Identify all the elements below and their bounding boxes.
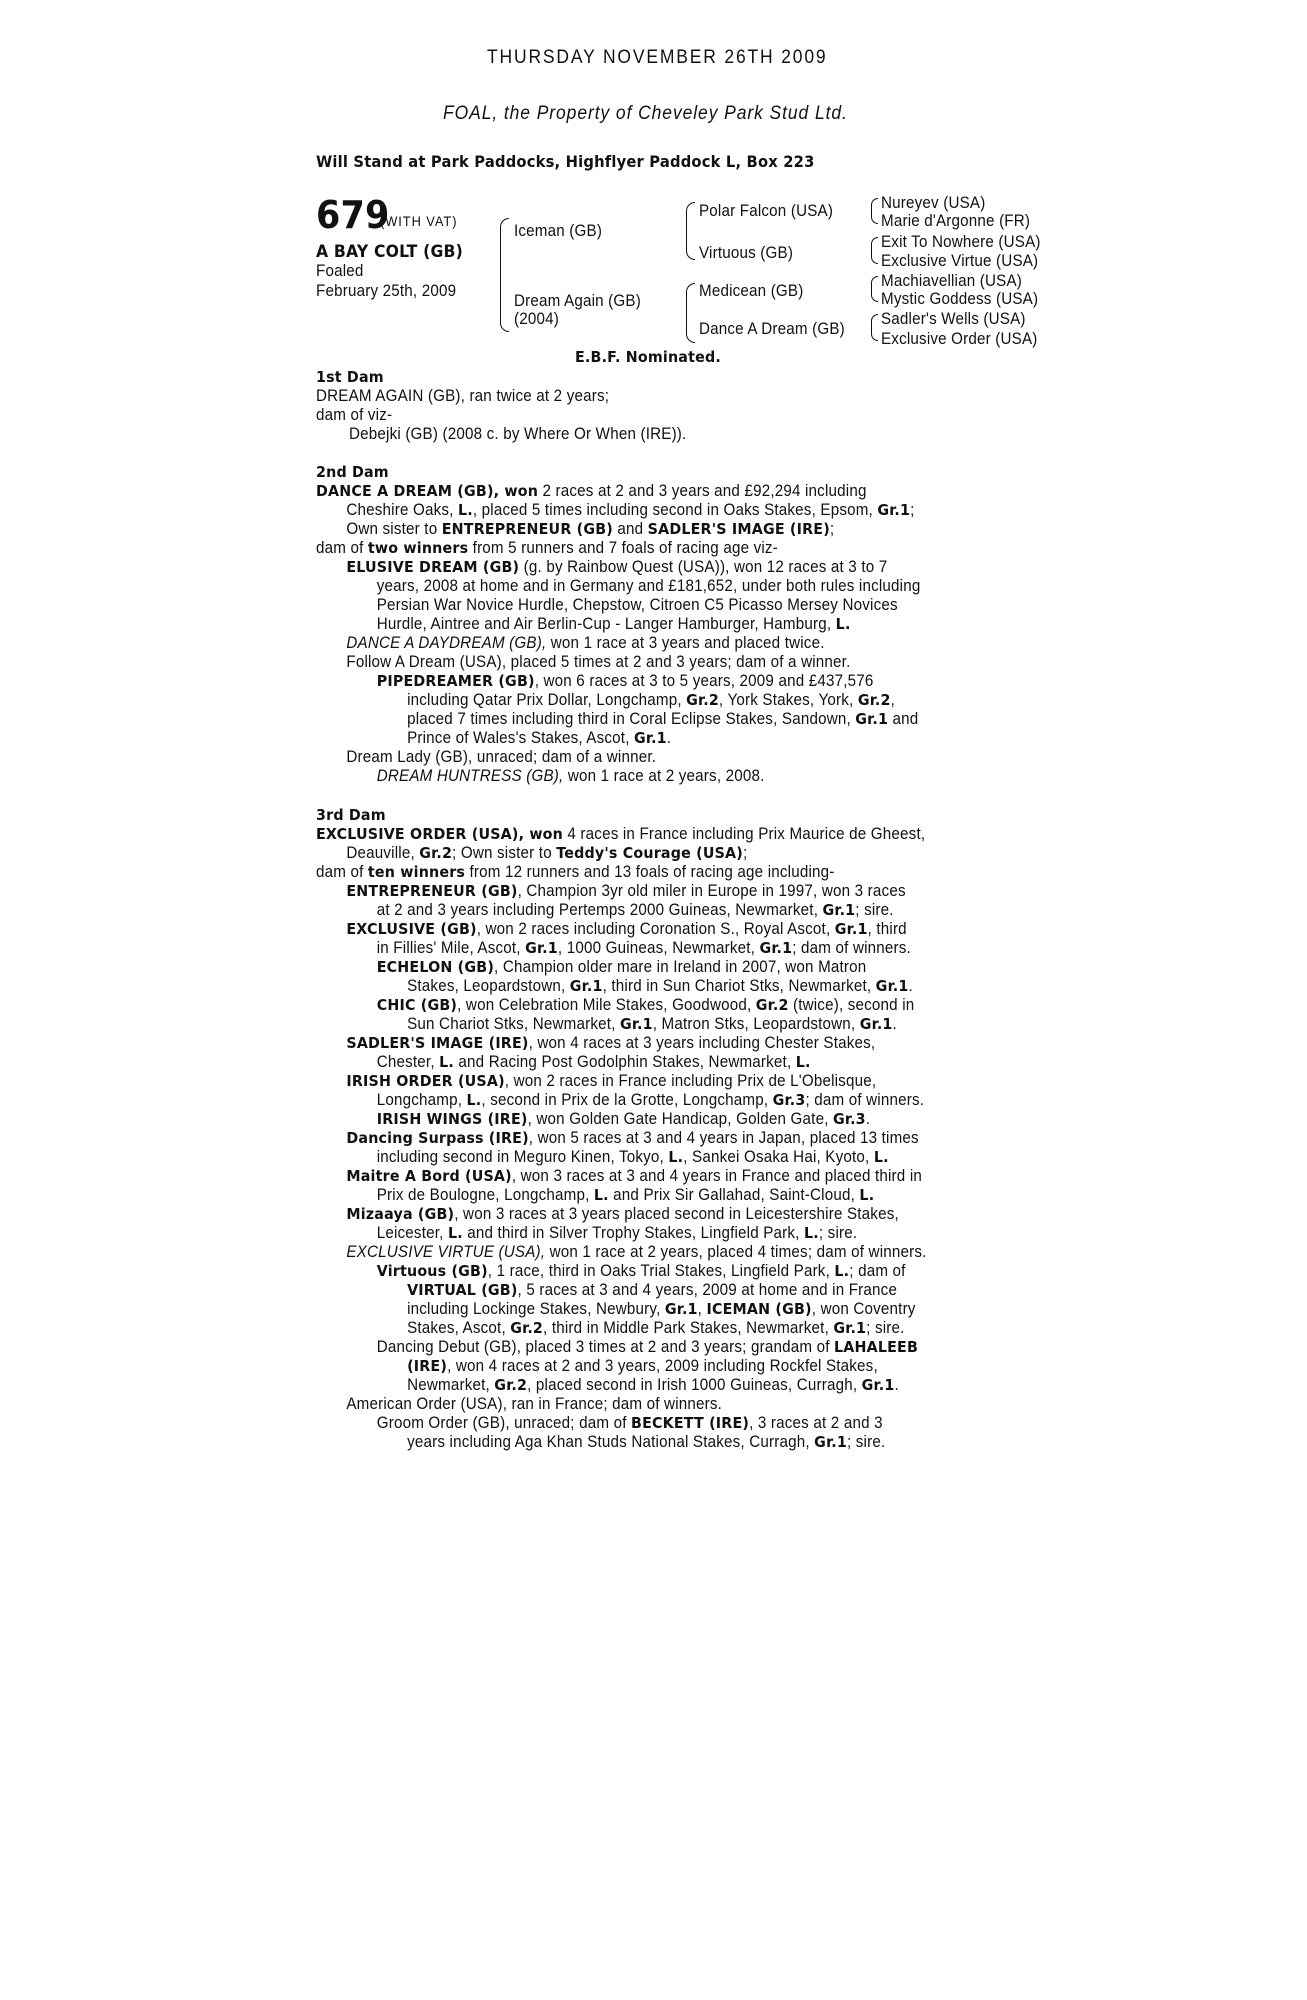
text-segment: Gr.1 bbox=[525, 939, 558, 957]
sire-dam-name: Virtuous (GB) bbox=[699, 244, 794, 262]
text-segment: , third in Sun Chariot Stks, Newmarket, bbox=[602, 977, 876, 995]
text-segment: Gr.1 bbox=[822, 901, 856, 919]
vat-label: (WITH VAT) bbox=[380, 213, 458, 229]
text-segment: ; bbox=[742, 844, 748, 862]
text-segment: Groom Order (GB), unraced; dam of bbox=[376, 1414, 632, 1432]
text-segment: Newmarket, bbox=[407, 1376, 495, 1394]
text-segment: Mizaaya (GB) bbox=[346, 1205, 455, 1223]
third-dam-line bbox=[316, 863, 927, 882]
text-segment: PIPEDREAMER (GB) bbox=[376, 672, 535, 690]
text-segment: L. bbox=[834, 1262, 850, 1280]
first-dam-line-2: dam of viz- bbox=[316, 406, 393, 424]
third-dam-line bbox=[316, 1110, 927, 1129]
text-segment: , bbox=[890, 691, 896, 709]
text-segment: , 1 race, third in Oaks Trial Stakes, Lingfield Park, bbox=[487, 1262, 835, 1280]
third-dam-body bbox=[316, 825, 927, 1452]
text-segment: won 1 race at 3 years and placed twice. bbox=[546, 634, 825, 652]
text-segment: IRISH WINGS (IRE) bbox=[376, 1110, 528, 1128]
text-segment: L. bbox=[466, 1091, 482, 1109]
text-segment: dam of bbox=[316, 539, 368, 557]
text-segment: Gr.1 bbox=[833, 1319, 867, 1337]
text-segment: EXCLUSIVE VIRTUE (USA), bbox=[346, 1243, 546, 1261]
text-segment: placed 7 times including third in Coral Eclipse Stakes, Sandown, bbox=[407, 710, 856, 728]
third-dam-line bbox=[316, 1281, 927, 1300]
text-segment: , won Coventry bbox=[811, 1300, 916, 1318]
text-segment: Gr.3 bbox=[833, 1110, 866, 1128]
text-segment: including Qatar Prix Dollar, Longchamp, bbox=[407, 691, 687, 709]
third-dam-line bbox=[316, 939, 927, 958]
lot-number: 679 bbox=[316, 193, 390, 237]
text-segment: Prix de Boulogne, Longchamp, bbox=[376, 1186, 594, 1204]
text-segment: VIRTUAL (GB) bbox=[407, 1281, 518, 1299]
text-segment: Gr.1 bbox=[759, 939, 793, 957]
text-segment: at 2 and 3 years including Pertemps 2000 Guineas, Newmarket, bbox=[376, 901, 823, 919]
third-dam-line bbox=[316, 996, 927, 1015]
text-segment: , won 3 races at 3 and 4 years in France and placed third in bbox=[511, 1167, 923, 1185]
text-segment: , 5 races at 3 and 4 years, 2009 at home and in France bbox=[517, 1281, 898, 1299]
text-segment: and bbox=[888, 710, 919, 728]
text-segment: , won 3 races at 3 years placed second in Leicestershire Stakes, bbox=[454, 1205, 899, 1223]
text-segment: LAHALEEB bbox=[834, 1338, 919, 1356]
text-segment: . bbox=[892, 1015, 897, 1033]
text-segment: Gr.2 bbox=[494, 1376, 528, 1394]
first-dam-line-1: DREAM AGAIN (GB), ran twice at 2 years; bbox=[316, 387, 610, 405]
text-segment: L. bbox=[668, 1148, 684, 1166]
third-dam-line bbox=[316, 1300, 927, 1319]
text-segment: Gr.2 bbox=[510, 1319, 544, 1337]
second-dam-line bbox=[316, 691, 920, 710]
first-dam-line-3: Debejki (GB) (2008 c. by Where Or When (IRE)). bbox=[349, 425, 687, 443]
text-segment: , placed 5 times including second in Oaks Stakes, Epsom, bbox=[472, 501, 878, 519]
text-segment: Stakes, Leopardstown, bbox=[407, 977, 570, 995]
text-segment: Gr.3 bbox=[772, 1091, 806, 1109]
second-dam-line bbox=[316, 634, 920, 653]
text-segment: Gr.2 bbox=[419, 844, 453, 862]
text-segment: Gr.1 bbox=[859, 1015, 893, 1033]
text-segment: Virtuous (GB) bbox=[376, 1262, 488, 1280]
text-segment: CHIC (GB) bbox=[376, 996, 458, 1014]
third-dam-heading: 3rd Dam bbox=[316, 806, 386, 824]
text-segment: SADLER'S IMAGE (IRE) bbox=[346, 1034, 529, 1052]
text-segment: . bbox=[894, 1376, 899, 1394]
third-dam-line bbox=[316, 1129, 927, 1148]
text-segment: Prince of Wales's Stakes, Ascot, bbox=[407, 729, 635, 747]
text-segment: ; dam of winners. bbox=[805, 1091, 925, 1109]
text-segment: , won 4 races at 3 years including Chester Stakes, bbox=[528, 1034, 876, 1052]
text-segment: including Lockinge Stakes, Newbury, bbox=[407, 1300, 665, 1318]
text-segment: Gr.1 bbox=[861, 1376, 895, 1394]
text-segment: L. bbox=[795, 1053, 811, 1071]
text-segment: L. bbox=[439, 1053, 455, 1071]
text-segment: Deauville, bbox=[346, 844, 420, 862]
text-segment: DANCE A DAYDREAM (GB), bbox=[346, 634, 547, 652]
text-segment: , Champion 3yr old miler in Europe in 1997, won 3 races bbox=[517, 882, 906, 900]
sire-name: Iceman (GB) bbox=[514, 222, 603, 240]
text-segment: , second in Prix de la Grotte, Longchamp, bbox=[481, 1091, 773, 1109]
text-segment: , won 4 races at 2 and 3 years, 2009 including Rockfel Stakes, bbox=[447, 1357, 878, 1375]
text-segment: , won 2 races in France including Prix de L'Obelisque, bbox=[504, 1072, 877, 1090]
text-segment: BECKETT (IRE) bbox=[631, 1414, 750, 1432]
pedigree-brace-dam bbox=[686, 283, 695, 343]
text-segment: . bbox=[908, 977, 913, 995]
third-dam-line bbox=[316, 977, 927, 996]
pedigree-brace-g3 bbox=[871, 276, 878, 302]
text-segment: won 1 race at 2 years, placed 4 times; dam of winners. bbox=[545, 1243, 927, 1261]
text-segment: Gr.2 bbox=[857, 691, 891, 709]
grandsire-3: Exit To Nowhere (USA) bbox=[881, 233, 1041, 251]
first-dam-heading: 1st Dam bbox=[316, 368, 384, 386]
grandsire-2: Marie d'Argonne (FR) bbox=[881, 212, 1031, 230]
second-dam-line bbox=[316, 539, 920, 558]
dam-sire-name: Medicean (GB) bbox=[699, 282, 804, 300]
text-segment: two winners bbox=[367, 539, 469, 557]
pedigree-brace-g4 bbox=[871, 314, 878, 341]
third-dam-line bbox=[316, 1395, 927, 1414]
text-segment: dam of bbox=[316, 863, 368, 881]
text-segment: DREAM HUNTRESS (GB), bbox=[376, 767, 564, 785]
third-dam-line bbox=[316, 1319, 927, 1338]
foaled-label: Foaled bbox=[316, 262, 364, 280]
text-segment: , Matron Stks, Leopardstown, bbox=[652, 1015, 860, 1033]
third-dam-line bbox=[316, 1433, 927, 1452]
text-segment: ; bbox=[910, 501, 915, 519]
third-dam-line bbox=[316, 1167, 927, 1186]
text-segment: Gr.2 bbox=[755, 996, 789, 1014]
second-dam-body bbox=[316, 482, 920, 786]
text-segment: , placed second in Irish 1000 Guineas, Curragh, bbox=[527, 1376, 862, 1394]
third-dam-line bbox=[316, 1091, 927, 1110]
dam-name: Dream Again (GB) bbox=[514, 292, 641, 310]
dam-dam-name: Dance A Dream (GB) bbox=[699, 320, 845, 338]
text-segment: , third in Middle Park Stakes, Newmarket, bbox=[543, 1319, 834, 1337]
second-dam-line bbox=[316, 520, 920, 539]
grandsire-1: Nureyev (USA) bbox=[881, 194, 986, 212]
grandsire-5: Machiavellian (USA) bbox=[881, 272, 1023, 290]
text-segment: Leicester, bbox=[376, 1224, 448, 1242]
text-segment: in Fillies' Mile, Ascot, bbox=[376, 939, 526, 957]
text-segment: Gr.1 bbox=[814, 1433, 847, 1451]
grandsire-7: Sadler's Wells (USA) bbox=[881, 310, 1026, 328]
text-segment: ICEMAN (GB) bbox=[706, 1300, 812, 1318]
third-dam-line bbox=[316, 1243, 927, 1262]
third-dam-line bbox=[316, 1262, 927, 1281]
pedigree-brace-g2 bbox=[871, 237, 878, 264]
sale-date: THURSDAY NOVEMBER 26TH 2009 bbox=[487, 47, 828, 68]
text-segment: 4 races in France including Prix Maurice de Gheest, bbox=[563, 825, 926, 843]
sire-sire-name: Polar Falcon (USA) bbox=[699, 202, 834, 220]
text-segment: Gr.1 bbox=[634, 729, 667, 747]
text-segment: ENTREPRENEUR (GB) bbox=[346, 882, 518, 900]
text-segment: Gr.1 bbox=[619, 1015, 653, 1033]
third-dam-line bbox=[316, 1148, 927, 1167]
second-dam-heading: 2nd Dam bbox=[316, 463, 389, 481]
text-segment: , won Golden Gate Handicap, Golden Gate, bbox=[527, 1110, 834, 1128]
text-segment: L. bbox=[873, 1148, 889, 1166]
text-segment: , Champion older mare in Ireland in 2007, won Matron bbox=[494, 958, 867, 976]
text-segment: Gr.1 bbox=[834, 920, 868, 938]
grandsire-4: Exclusive Virtue (USA) bbox=[881, 252, 1039, 270]
third-dam-line bbox=[316, 1034, 927, 1053]
text-segment: ; dam of bbox=[849, 1262, 906, 1280]
text-segment: Maitre A Bord (USA) bbox=[346, 1167, 512, 1185]
text-segment: Stakes, Ascot, bbox=[407, 1319, 511, 1337]
third-dam-line bbox=[316, 1015, 927, 1034]
text-segment: from 5 runners and 7 foals of racing age viz- bbox=[468, 539, 778, 557]
pedigree-brace-main bbox=[500, 218, 509, 332]
pedigree-brace-sire bbox=[686, 202, 695, 260]
second-dam-line bbox=[316, 596, 920, 615]
text-segment: EXCLUSIVE (GB) bbox=[346, 920, 477, 938]
text-segment: . bbox=[666, 729, 672, 747]
second-dam-line bbox=[316, 615, 920, 634]
lot-description: A BAY COLT (GB) bbox=[316, 242, 463, 262]
ebf-nominated: E.B.F. Nominated. bbox=[575, 348, 721, 366]
text-segment: Persian War Novice Hurdle, Chepstow, Citroen C5 Picasso Mersey Novices bbox=[376, 596, 898, 614]
text-segment: , won 5 races at 3 and 4 years in Japan, placed 13 times bbox=[528, 1129, 919, 1147]
text-segment: ; sire. bbox=[846, 1433, 886, 1451]
text-segment: Dancing Debut (GB), placed 3 times at 2 and 3 years; grandam of bbox=[376, 1338, 835, 1356]
text-segment: ; sire. bbox=[855, 901, 894, 919]
text-segment: , won 6 races at 3 to 5 years, 2009 and £437,576 bbox=[534, 672, 874, 690]
third-dam-line bbox=[316, 1072, 927, 1091]
text-segment: years, 2008 at home and in Germany and £181,652, under both rules including bbox=[376, 577, 921, 595]
text-segment: SADLER'S IMAGE (IRE) bbox=[647, 520, 830, 538]
second-dam-line bbox=[316, 482, 920, 501]
second-dam-line bbox=[316, 710, 920, 729]
third-dam-line bbox=[316, 1357, 927, 1376]
text-segment: (g. by Rainbow Quest (USA)), won 12 races at 3 to 7 bbox=[519, 558, 888, 576]
text-segment: Follow A Dream (USA), placed 5 times at 2 and 3 years; dam of a winner. bbox=[346, 653, 851, 671]
text-segment: ELUSIVE DREAM (GB) bbox=[346, 558, 520, 576]
second-dam-line bbox=[316, 748, 920, 767]
text-segment: years including Aga Khan Studs National Stakes, Curragh, bbox=[407, 1433, 815, 1451]
third-dam-line bbox=[316, 882, 927, 901]
grandsire-8: Exclusive Order (USA) bbox=[881, 330, 1038, 348]
text-segment: Cheshire Oaks, bbox=[346, 501, 458, 519]
second-dam-line bbox=[316, 577, 920, 596]
text-segment: and Racing Post Godolphin Stakes, Newmarket, bbox=[454, 1053, 796, 1071]
text-segment: Gr.1 bbox=[855, 710, 889, 728]
third-dam-line bbox=[316, 1414, 927, 1433]
text-segment: Hurdle, Aintree and Air Berlin-Cup - Langer Hamburger, Hamburg, bbox=[376, 615, 836, 633]
text-segment: and third in Silver Trophy Stakes, Lingfield Park, bbox=[462, 1224, 805, 1242]
text-segment: won 1 race at 2 years, 2008. bbox=[563, 767, 765, 785]
text-segment: , third bbox=[867, 920, 907, 938]
property-line: FOAL, the Property of Cheveley Park Stud Ltd. bbox=[443, 103, 848, 124]
text-segment: (IRE) bbox=[407, 1357, 448, 1375]
second-dam-line bbox=[316, 558, 920, 577]
text-segment: ; sire. bbox=[866, 1319, 905, 1337]
second-dam-line bbox=[316, 672, 920, 691]
text-segment: , won Celebration Mile Stakes, Goodwood, bbox=[457, 996, 756, 1014]
text-segment: Sun Chariot Stks, Newmarket, bbox=[407, 1015, 620, 1033]
text-segment: L. bbox=[804, 1224, 819, 1242]
second-dam-line bbox=[316, 653, 920, 672]
third-dam-line bbox=[316, 1053, 927, 1072]
third-dam-line bbox=[316, 1338, 927, 1357]
third-dam-line bbox=[316, 825, 927, 844]
text-segment: , 3 races at 2 and 3 bbox=[749, 1414, 883, 1432]
text-segment: Teddy's Courage (USA) bbox=[556, 844, 743, 862]
text-segment: L. bbox=[593, 1186, 609, 1204]
text-segment: (twice), second in bbox=[788, 996, 915, 1014]
second-dam-line bbox=[316, 501, 920, 520]
text-segment: L. bbox=[457, 501, 473, 519]
text-segment: L. bbox=[447, 1224, 463, 1242]
text-segment: DANCE A DREAM (GB), won bbox=[316, 482, 539, 500]
text-segment: American Order (USA), ran in France; dam of winners. bbox=[346, 1395, 723, 1413]
text-segment: ; sire. bbox=[818, 1224, 858, 1242]
text-segment: ENTREPRENEUR (GB) bbox=[441, 520, 613, 538]
grandsire-6: Mystic Goddess (USA) bbox=[881, 290, 1039, 308]
text-segment: ten winners bbox=[367, 863, 466, 881]
text-segment: , Sankei Osaka Hai, Kyoto, bbox=[683, 1148, 874, 1166]
text-segment: Gr.2 bbox=[686, 691, 719, 709]
foaled-date: February 25th, 2009 bbox=[316, 282, 457, 300]
text-segment: , bbox=[697, 1300, 707, 1318]
third-dam-line bbox=[316, 1186, 927, 1205]
third-dam-line bbox=[316, 844, 927, 863]
text-segment: Gr.1 bbox=[664, 1300, 698, 1318]
text-segment: , won 2 races including Coronation S., Royal Ascot, bbox=[476, 920, 835, 938]
third-dam-line bbox=[316, 958, 927, 977]
text-segment: Gr.1 bbox=[569, 977, 603, 995]
text-segment: L. bbox=[835, 615, 851, 633]
text-segment: Gr.1 bbox=[875, 977, 909, 995]
text-segment: ; dam of winners. bbox=[792, 939, 911, 957]
dam-year: (2004) bbox=[514, 310, 559, 328]
text-segment: including second in Meguro Kinen, Tokyo, bbox=[376, 1148, 669, 1166]
text-segment: Dream Lady (GB), unraced; dam of a winner. bbox=[346, 748, 657, 766]
text-segment: . bbox=[865, 1110, 871, 1128]
third-dam-line bbox=[316, 901, 927, 920]
third-dam-line bbox=[316, 1224, 927, 1243]
text-segment: , York Stakes, York, bbox=[718, 691, 858, 709]
text-segment: Longchamp, bbox=[376, 1091, 467, 1109]
text-segment: from 12 runners and 13 foals of racing age including- bbox=[465, 863, 835, 881]
text-segment: EXCLUSIVE ORDER (USA), won bbox=[316, 825, 564, 843]
text-segment: ECHELON (GB) bbox=[376, 958, 495, 976]
text-segment: Chester, bbox=[376, 1053, 440, 1071]
second-dam-line bbox=[316, 729, 920, 748]
text-segment: IRISH ORDER (USA) bbox=[346, 1072, 505, 1090]
pedigree-brace-g1 bbox=[871, 198, 878, 224]
text-segment: , 1000 Guineas, Newmarket, bbox=[557, 939, 760, 957]
third-dam-line bbox=[316, 920, 927, 939]
text-segment: Own sister to bbox=[346, 520, 442, 538]
text-segment: ; bbox=[829, 520, 835, 538]
text-segment: L. bbox=[859, 1186, 875, 1204]
text-segment: 2 races at 2 and 3 years and £92,294 including bbox=[538, 482, 867, 500]
text-segment: ; Own sister to bbox=[452, 844, 557, 862]
stand-line: Will Stand at Park Paddocks, Highflyer Paddock L, Box 223 bbox=[316, 152, 815, 171]
text-segment: and Prix Sir Gallahad, Saint-Cloud, bbox=[608, 1186, 860, 1204]
third-dam-line bbox=[316, 1205, 927, 1224]
text-segment: and bbox=[612, 520, 648, 538]
second-dam-line bbox=[316, 767, 920, 786]
third-dam-line bbox=[316, 1376, 927, 1395]
text-segment: Gr.1 bbox=[877, 501, 911, 519]
text-segment: Dancing Surpass (IRE) bbox=[346, 1129, 529, 1147]
